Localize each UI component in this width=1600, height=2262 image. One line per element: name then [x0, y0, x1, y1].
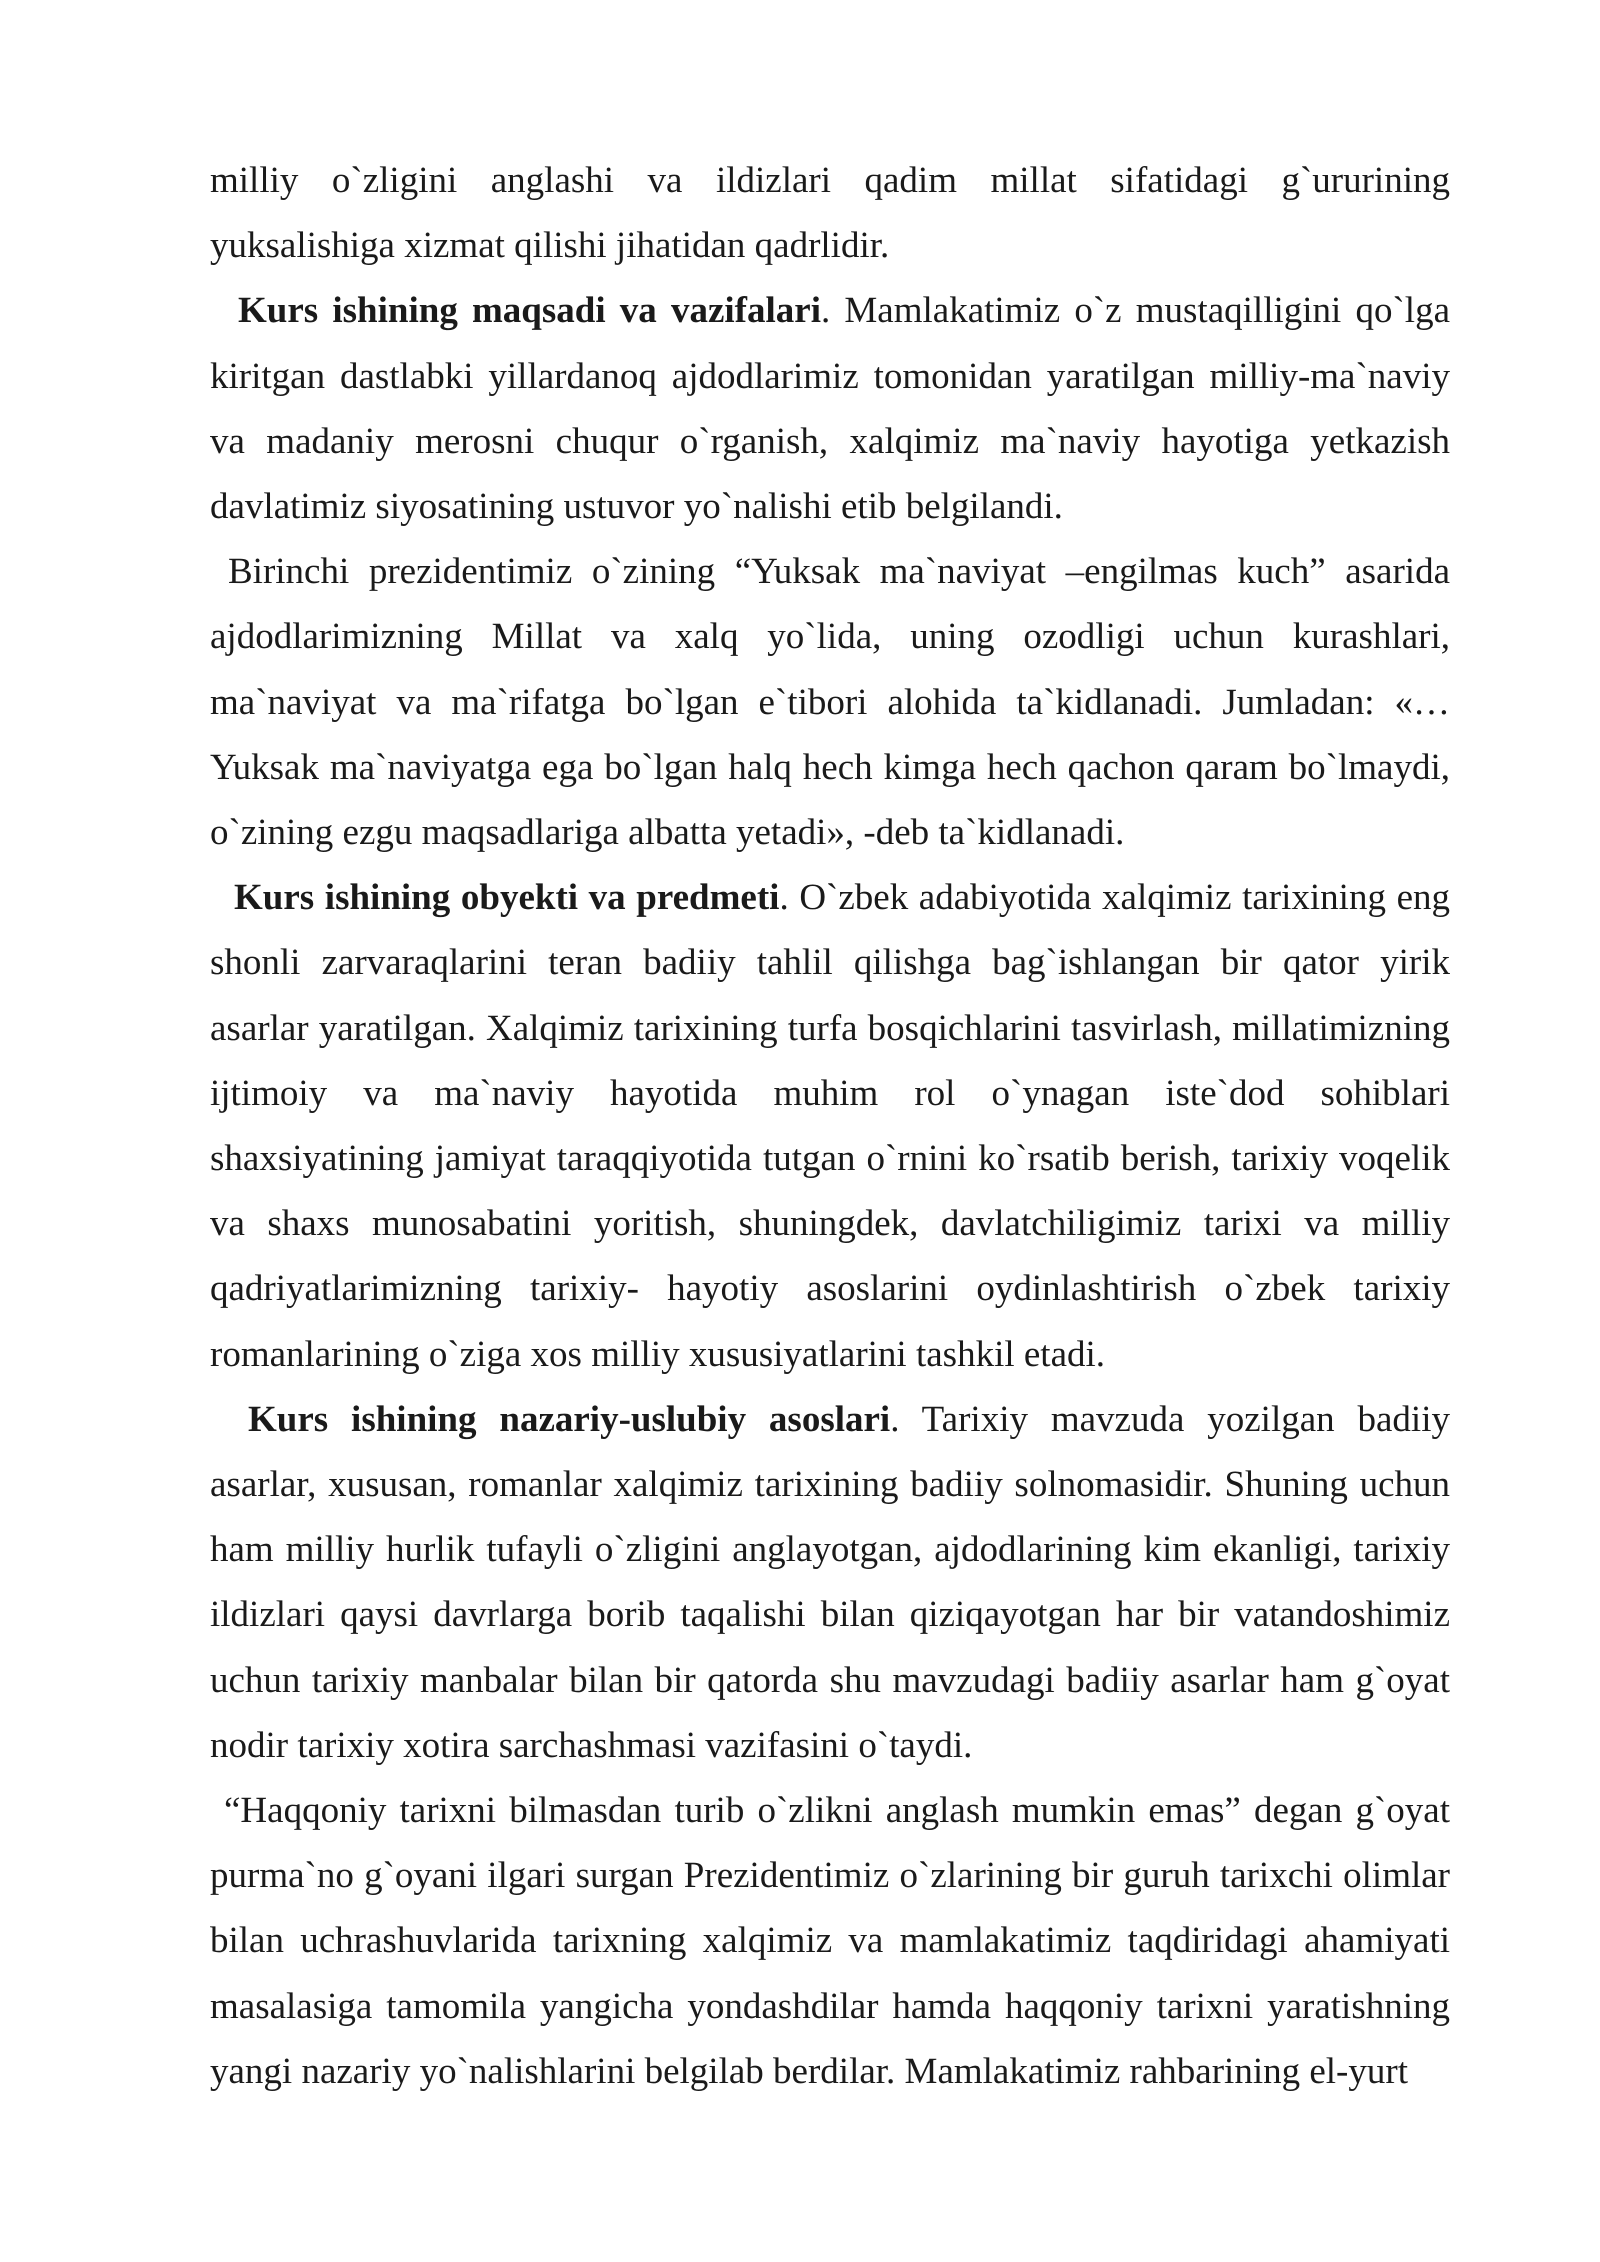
paragraph-continuation: [210, 148, 1450, 278]
paragraph-goals: [210, 278, 1450, 539]
paragraph-first-president: [210, 539, 1450, 865]
section-heading-object: Kurs ishining obyekti va predmeti: [234, 877, 780, 919]
section-heading-theory: Kurs ishining nazariy-uslubiy asoslari: [248, 1398, 891, 1440]
paragraph-object: [210, 865, 1450, 1387]
paragraph-text: “Haqqoniy tarixni bilmasdan turib o`zlikni anglash mumkin emas” degan g`oyat purma`no g`oyani ilgari surgan Prezidentimiz o`zlarining bir guruh tarixchi olimlar bilan uchrashuvlarida tarixning xalqimiz va mamlakatimiz taqdiridagi ahamiyati masalasiga tamomila yangicha yondashdilar hamda haqqoniy tarixni yaratishning yangi nazariy yo`nalishlarini belgilab berdilar. Mamlakatimiz rahbarining el-yurt: [210, 1790, 1450, 2092]
paragraph-text: . O`zbek adabiyotida xalqimiz tarixining eng shonli zarvaraqlarini teran badiiy tahlil qilishga bag`ishlangan bir qator yirik asarlar yaratilgan. Xalqimiz tarixining turfa bosqichlarini tasvirlash, millatimizning ijtimoiy va ma`naviy hayotida muhim rol o`ynagan iste`dod sohiblari shaxsiyatining jamiyat taraqqiyotida tutgan o`rnini ko`rsatib berish, tarixiy voqelik va shaxs munosabatini yoritish, shuningdek, davlatchiligimiz tarixi va milliy qadriyatlarimizning tarixiy- hayotiy asoslarini oydinlashtirish o`zbek tarixiy romanlarining o`ziga xos milliy xususiyatlarini tashkil etadi.: [210, 877, 1450, 1375]
paragraph-text: Birinchi prezidentimiz o`zining “Yuksak ma`naviyat –engilmas kuch” asarida ajdodlarimizning Millat va xalq yo`lida, uning ozodligi uchun kurashlari, ma`naviyat va ma`rifatga bo`lgan e`tibori alohida ta`kidlanadi. Jumladan: «… Yuksak ma`naviyatga ega bo`lgan halq hech kimga hech qachon qaram bo`lmaydi, o`zining ezgu maqsadlariga albatta yetadi», -deb ta`kidlanadi.: [210, 551, 1450, 854]
paragraph-history: [210, 1778, 1450, 2104]
document-page: [210, 148, 1450, 2104]
section-heading-goals: Kurs ishining maqsadi va vazifalari: [238, 290, 821, 332]
paragraph-text: milliy o`zligini anglashi va ildizlari qadim millat sifatidagi g`ururining yuksalishiga xizmat qilishi jihatidan qadrlidir.: [210, 160, 1450, 267]
paragraph-text: . Mamlakatimiz o`z mustaqilligini qo`lga kiritgan dastlabki yillardanoq ajdodlarimiz tomonidan yaratilgan milliy-ma`naviy va madaniy merosni chuqur o`rganish, xalqimiz ma`naviy hayotiga yetkazish davlatimiz siyosatining ustuvor yo`nalishi etib belgilandi.: [210, 290, 1450, 528]
paragraph-theory: [210, 1387, 1450, 1778]
paragraph-text: . Tarixiy mavzuda yozilgan badiiy asarlar, xususan, romanlar xalqimiz tarixining badiiy solnomasidir. Shuning uchun ham milliy hurlik tufayli o`zligini anglayotgan, ajdodlarining kim ekanligi, tarixiy ildizlari qaysi davrlarga borib taqalishi bilan qiziqayotgan har bir vatandoshimiz uchun tarixiy manbalar bilan bir qatorda shu mavzudagi badiiy asarlar ham g`oyat nodir tarixiy xotira sarchashmasi vazifasini o`taydi.: [210, 1398, 1450, 1766]
